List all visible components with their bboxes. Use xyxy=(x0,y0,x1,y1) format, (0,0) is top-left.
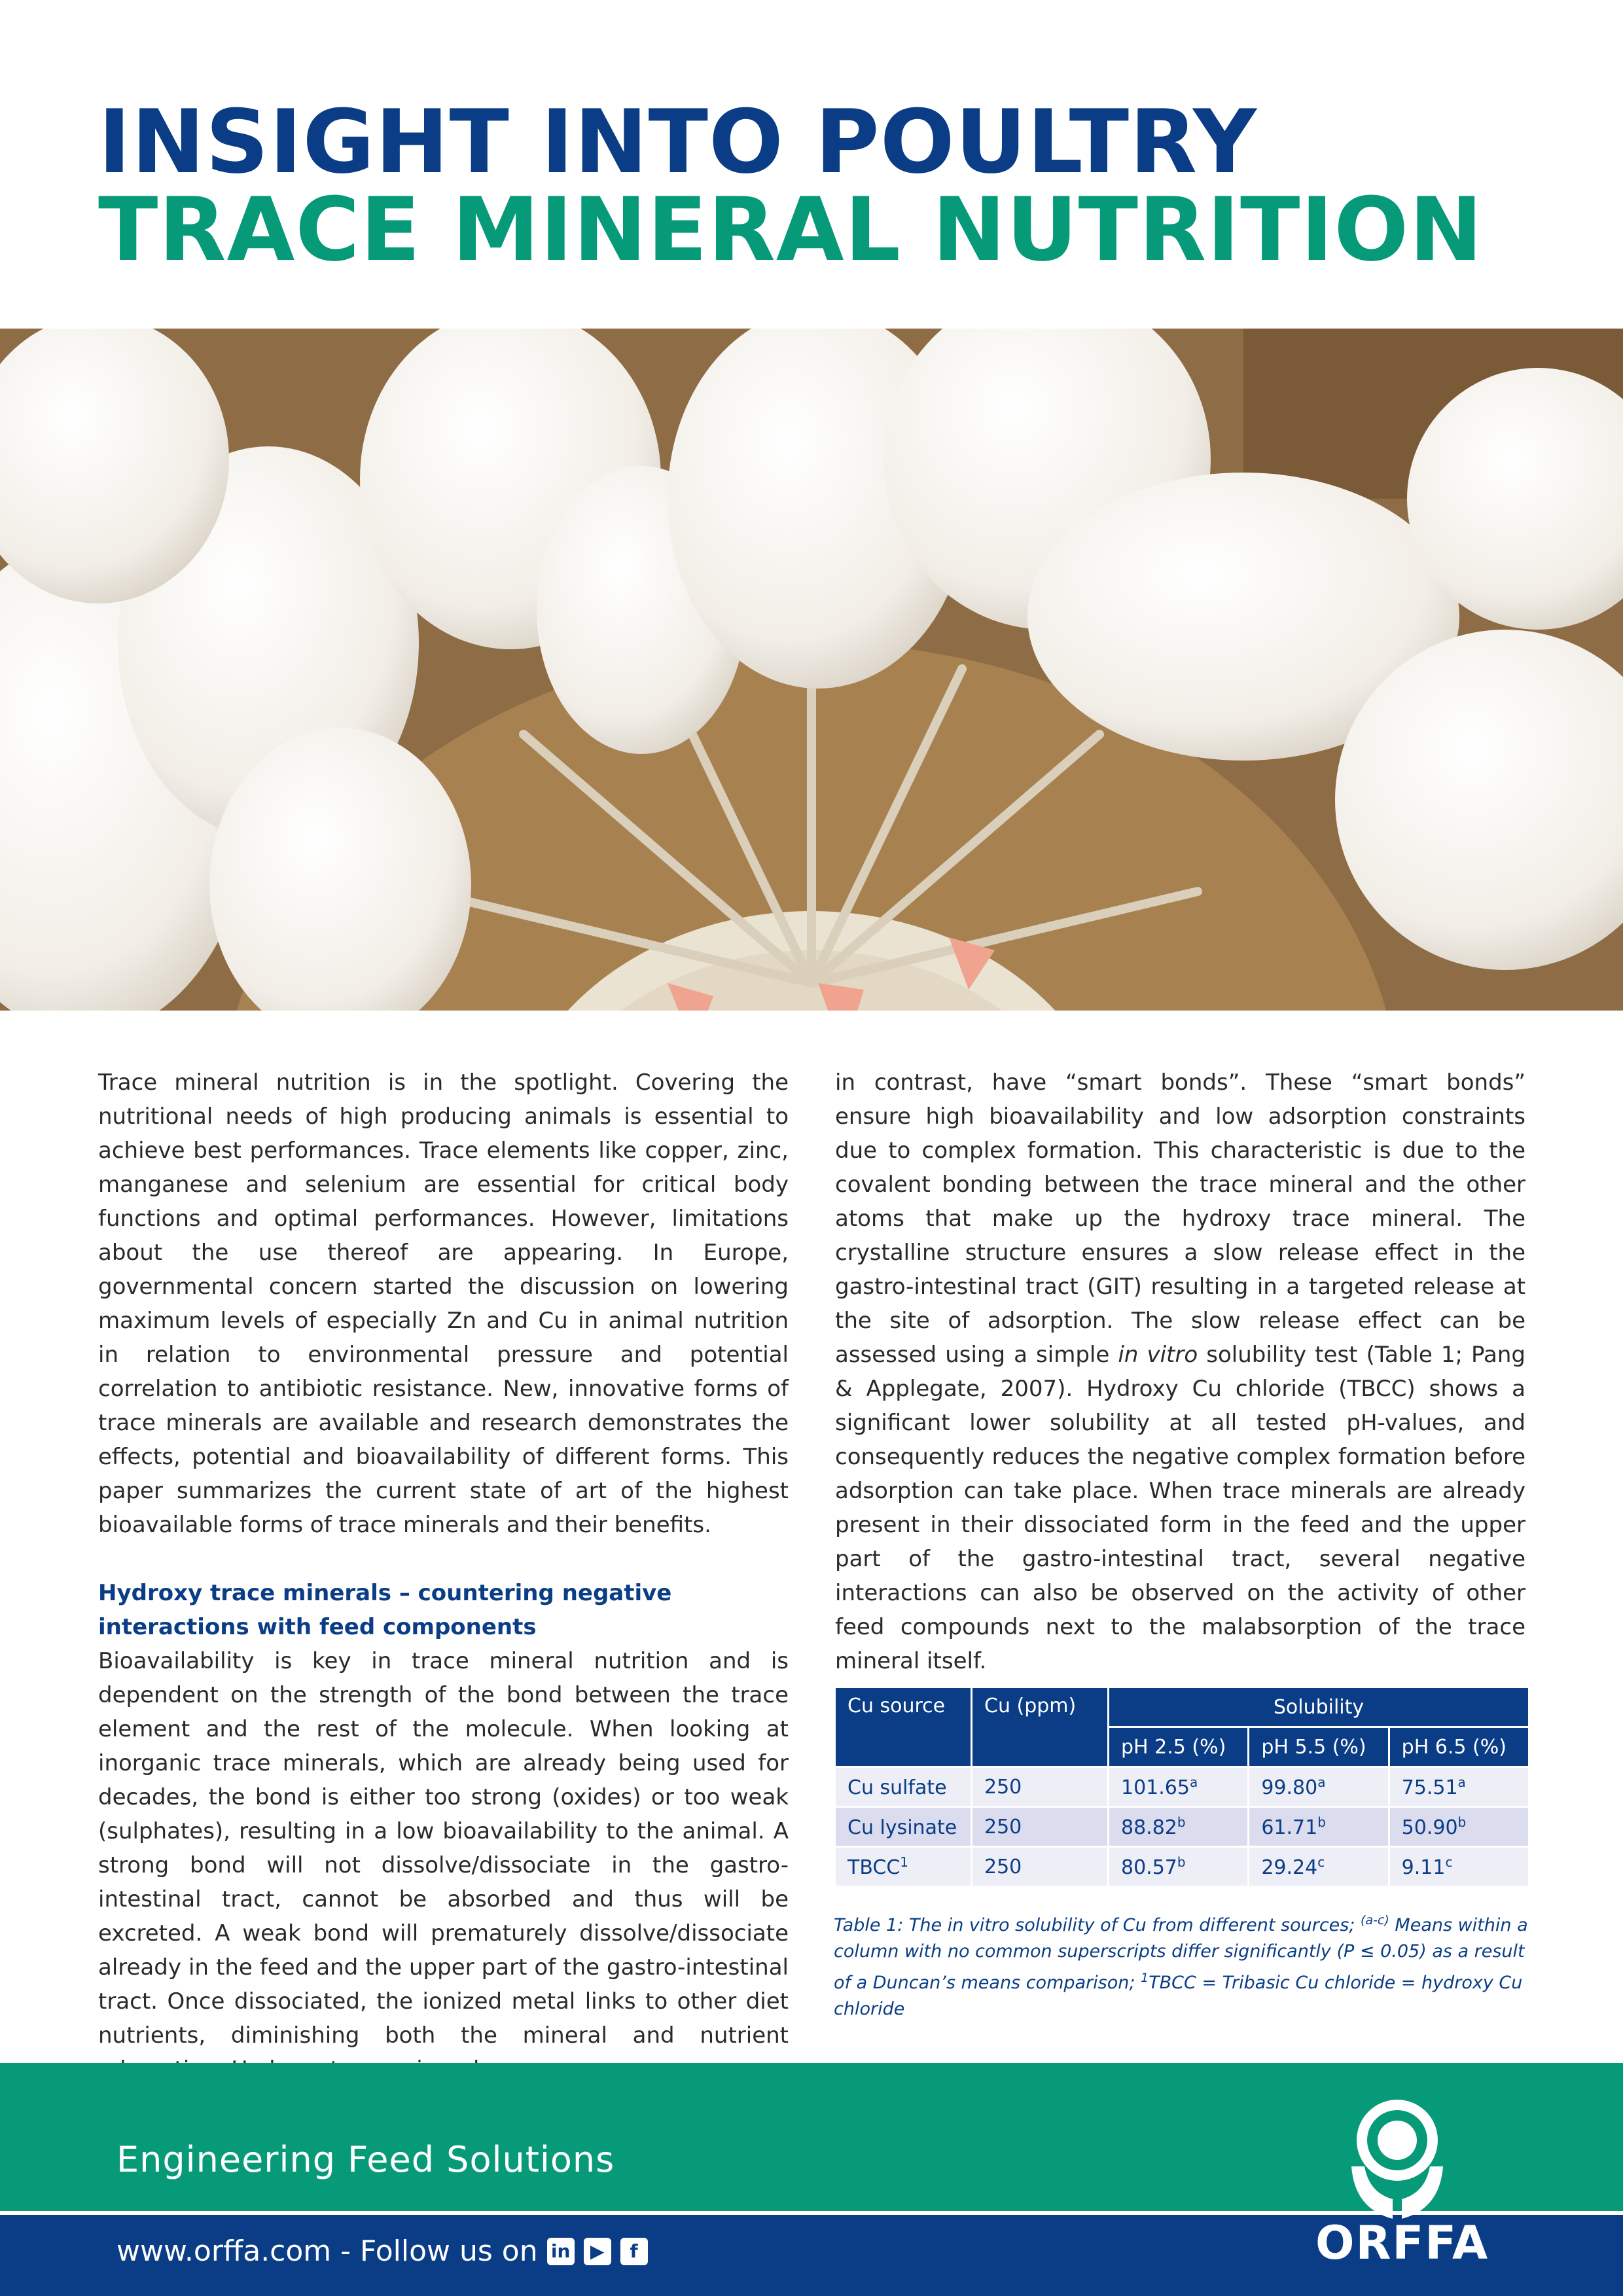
cell-source: Cu sulfate xyxy=(835,1767,972,1807)
continued-text-1: in contrast, have “smart bonds”. These “smart bonds” ensure high bioavailability and low adsorption constraints due to complex formation. This characteristic is due to the covalent bonding between the trace mineral and the other atoms that make up the hydroxy trace mineral. The crystalline structure ensures a slow release effect in the gastro-intestinal tract (GIT) resulting in a targeted release at the site of adsorption. The slow release effect can be assessed using a simple xyxy=(835,1069,1525,1368)
left-column xyxy=(98,1066,789,2087)
cell-ph-2-5: 80.57$^b$ xyxy=(1109,1847,1249,1887)
facebook-icon[interactable]: f xyxy=(620,2238,648,2265)
cell-ph-6-5: 9.11$^c$ xyxy=(1389,1847,1529,1887)
cell-ph-2-5: 88.82$^b$ xyxy=(1109,1807,1249,1847)
cell-ph-5-5: 29.24$^c$ xyxy=(1249,1847,1389,1887)
youtube-icon[interactable]: ▶ xyxy=(584,2238,611,2265)
cell-ph-5-5: 99.80$^a$ xyxy=(1249,1767,1389,1807)
continued-paragraph xyxy=(835,1066,1525,1678)
cell-source: Cu lysinate xyxy=(835,1807,972,1847)
right-column xyxy=(835,1066,1525,1678)
cell-ph-5-5: 61.71$^b$ xyxy=(1249,1807,1389,1847)
footer-follow xyxy=(116,2234,657,2268)
cell-ppm: 250 xyxy=(972,1767,1109,1807)
continued-text-2: solubility test (Table 1; Pang & Applegate, 2007). Hydroxy Cu chloride (TBCC) shows a significant lower solubility at all tested pH-values, and consequently reduces the negative complex formation before adsorption can take place. When trace minerals are already present in their dissociated form in the feed and the upper part of the gastro-intestinal tract, several negative interactions can also be observed on the activity of other feed compounds next to the malabsorption of the trace mineral itself. xyxy=(835,1342,1525,1674)
cell-ph-6-5: 75.51$^a$ xyxy=(1389,1767,1529,1807)
footer-tagline: Engineering Feed Solutions xyxy=(116,2139,615,2180)
section-subheading: Hydroxy trace minerals – countering negative interactions with feed components xyxy=(98,1580,672,1640)
header-ph-6-5: pH 6.5 (%) xyxy=(1389,1727,1529,1767)
cell-ph-6-5: 50.90$^b$ xyxy=(1389,1807,1529,1847)
header-cu-source: Cu source xyxy=(835,1687,972,1767)
body-paragraph: Bioavailability is key in trace mineral nutrition and is dependent on the strength of the bond between the trace element and the rest of the molecule. When looking at inorganic trace minerals, which are already being used for decades, the bond is either too strong (oxides) or too weak (sulphates), resulting in a low bioavailability to the animal. A strong bond will not dissolve/dissociate in the gastro-intestinal tract, cannot be absorbed and thus will be excreted. A weak bond will prematurely dissolve/dissociate already in the feed and the upper part of the gastro-intestinal tract. Once dissociated, the ionized metal links to other diet nutrients, diminishing both the mineral and nutrient xyxy=(98,1648,789,2049)
in-vitro-italic: in vitro xyxy=(1118,1342,1198,1368)
header-ph-5-5: pH 5.5 (%) xyxy=(1249,1727,1389,1767)
header-ph-2-5: pH 2.5 (%) xyxy=(1109,1727,1249,1767)
table-row xyxy=(835,1807,1529,1847)
hero-photo-chickens-feeding xyxy=(0,329,1623,1011)
header-solubility: Solubility xyxy=(1109,1687,1529,1727)
page-title xyxy=(98,91,1484,281)
cell-ppm: 250 xyxy=(972,1847,1109,1887)
website-link[interactable]: www.orffa.com - Follow us on xyxy=(116,2234,538,2268)
intro-paragraph: Trace mineral nutrition is in the spotlight. Covering the nutritional needs of high producing animals is essential to achieve best performances. Trace elements like copper, zinc, manganese and selenium are essential for critical body functions and optimal performances. However, limitations about the use thereof are appearing. In Europe, governmental concern started the discussion on lowering maximum levels of especially Zn and Cu in animal nutrition in relation to environmental pressure and potential correlation to antibiotic resistance. New, innovative forms of trace minerals are available and research demonstrates the effects, potential and bioavailability of different forms. This paper summarizes the current state of art of the highest bioavailable forms of trace minerals and their benefits. xyxy=(98,1069,789,1538)
header-cu-ppm: Cu (ppm) xyxy=(972,1687,1109,1767)
cell-ppm: 250 xyxy=(972,1807,1109,1847)
linkedin-icon[interactable]: in xyxy=(547,2238,575,2265)
title-line-1: INSIGHT INTO POULTRY xyxy=(98,91,1257,193)
table-row xyxy=(835,1847,1529,1887)
orffa-logo-text: ORFFA xyxy=(1315,2216,1489,2270)
table-row xyxy=(835,1767,1529,1807)
title-line-2: TRACE MINERAL NUTRITION xyxy=(98,179,1484,281)
table-caption: Table 1: The in vitro solubility of Cu from different sources; $^{(a-c)}$ Means within a column with no common superscripts differ significantly (P ≤ 0.05) as a result of a Duncan’s means comparison; $^1$TBCC = Tribasic Cu chloride = hydroxy Cu chloride xyxy=(834,1913,1528,2019)
social-links xyxy=(547,2238,657,2265)
cell-source: TBCC$^1$ xyxy=(835,1847,972,1887)
solubility-table xyxy=(834,1686,1530,1888)
cell-ph-2-5: 101.65$^a$ xyxy=(1109,1767,1249,1807)
